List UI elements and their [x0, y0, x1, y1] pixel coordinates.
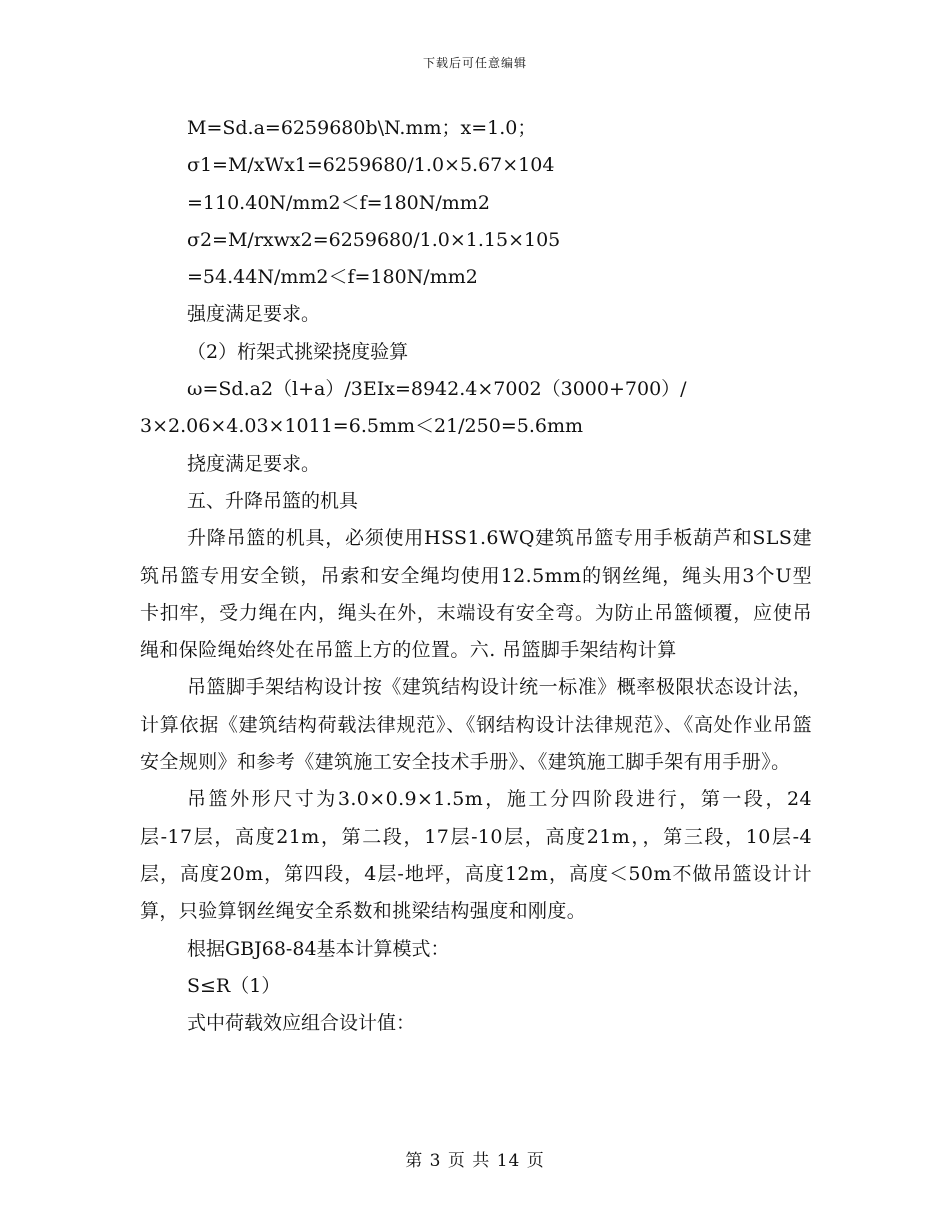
paragraph-machinery: 升降吊篮的机具，必须使用HSS1.6WQ建筑吊篮专用手板葫芦和SLS建筑吊篮专用安全锁，吊索和安全绳均使用12.5mm的钢丝绳，绳头用3个U型卡扣牢，受力绳在内，绳头在外，末端设有安全弯。为防止吊篮倾覆，应使吊绳和保险绳始终处在吊篮上方的位置。六. 吊篮脚手架结构计算: [140, 527, 812, 662]
section-five-title: 五、升降吊篮的机具: [187, 489, 359, 512]
formula-line-sigma2-result: =54.44N/mm2＜f=180N/mm2: [187, 266, 478, 289]
inequality-line: S≤R（1）: [187, 974, 281, 997]
formula-line-omega: ω=Sd.a2（l+a）/3EIx=8942.4×7002（3000+700）/: [187, 378, 687, 401]
deflection-heading: （2）桁架式挑梁挠度验算: [187, 340, 409, 363]
paragraph-dimensions: 吊篮外形尺寸为3.0×0.9×1.5m，施工分四阶段进行，第一段，24层-17层，高度21m，第二段，17层-10层，高度21m，，第三段，10层-4层，高度20m，第四段，4层-地坪，高度12m，高度＜50m不做吊篮设计计算，只验算钢丝绳安全系数和挑梁结构强度和刚度。: [140, 788, 812, 923]
document-body: [140, 110, 812, 1042]
calc-basis-line: 根据GBJ68-84基本计算模式：: [187, 937, 450, 960]
page-header: 下载后可任意编辑: [422, 56, 527, 70]
page-number: 第 3 页 共 14 页: [405, 1151, 545, 1171]
formula-line-sigma2: σ2=M/rxwx2=6259680/1.0×1.15×105: [187, 228, 561, 251]
load-combination-line: 式中荷载效应组合设计值：: [187, 1012, 416, 1035]
formula-line-moment: M=Sd.a=6259680b\N.mm；x=1.0；: [187, 117, 537, 139]
paragraph-design-basis: 吊篮脚手架结构设计按《建筑结构设计统一标准》概率极限状态设计法，计算依据《建筑结构荷载法律规范》、《钢结构设计法律规范》、《高处作业吊篮安全规则》和参考《建筑施工安全技术手册》、《建筑施工脚手架有用手册》。: [140, 676, 812, 774]
formula-line-sigma1: σ1=M/xWx1=6259680/1.0×5.67×104: [187, 154, 555, 177]
formula-line-omega-cont: 3×2.06×4.03×1011=6.5mm＜21/250=5.6mm: [140, 415, 583, 438]
deflection-ok-line: 挠度满足要求。: [187, 452, 321, 475]
formula-line-sigma1-result: =110.40N/mm2＜f=180N/mm2: [187, 191, 490, 214]
strength-ok-line: 强度满足要求。: [187, 303, 321, 326]
